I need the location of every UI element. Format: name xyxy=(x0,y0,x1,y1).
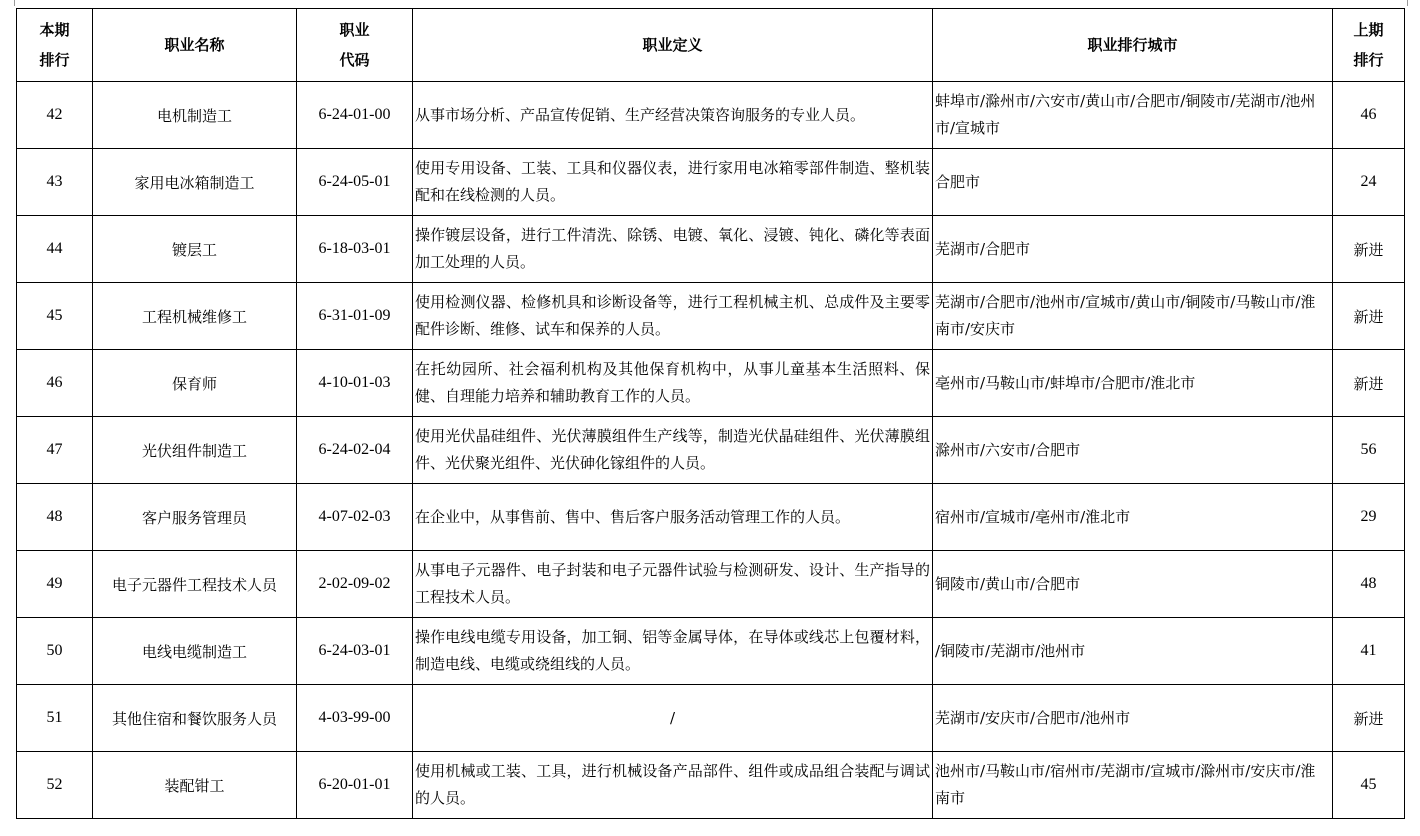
header-rank-current: 本期 排行 xyxy=(17,9,93,82)
table-header-row xyxy=(17,9,1405,82)
cell-job-cities: 滁州市/六安市/合肥市 xyxy=(933,417,1333,484)
cell-job-code: 6-24-01-00 xyxy=(297,82,413,149)
cell-job-name: 家用电冰箱制造工 xyxy=(93,149,297,216)
cell-job-definition: 使用检测仪器、检修机具和诊断设备等，进行工程机械主机、总成件及主要零配件诊断、维修、试车和保养的人员。 xyxy=(413,283,933,350)
cell-job-cities: 蚌埠市/滁州市/六安市/黄山市/合肥市/铜陵市/芜湖市/池州市/宣城市 xyxy=(933,82,1333,149)
cell-job-code: 6-18-03-01 xyxy=(297,216,413,283)
cell-job-definition: / xyxy=(413,685,933,752)
cell-rank-previous: 48 xyxy=(1333,551,1405,618)
cell-job-cities: 芜湖市/合肥市/池州市/宣城市/黄山市/铜陵市/马鞍山市/淮南市/安庆市 xyxy=(933,283,1333,350)
cell-job-code: 6-24-05-01 xyxy=(297,149,413,216)
table-row xyxy=(17,149,1405,216)
cell-rank-previous: 41 xyxy=(1333,618,1405,685)
cell-rank-previous: 56 xyxy=(1333,417,1405,484)
table-row xyxy=(17,350,1405,417)
cell-job-definition: 使用机械或工装、工具，进行机械设备产品部件、组件或成品组合装配与调试的人员。 xyxy=(413,752,933,819)
cell-rank-current: 43 xyxy=(17,149,93,216)
cell-job-cities: 铜陵市/黄山市/合肥市 xyxy=(933,551,1333,618)
cell-job-code: 4-07-02-03 xyxy=(297,484,413,551)
cell-job-cities: 芜湖市/安庆市/合肥市/池州市 xyxy=(933,685,1333,752)
cell-job-code: 4-03-99-00 xyxy=(297,685,413,752)
cell-rank-current: 50 xyxy=(17,618,93,685)
cell-job-code: 6-24-03-01 xyxy=(297,618,413,685)
cell-rank-current: 49 xyxy=(17,551,93,618)
cell-job-definition: 在企业中，从事售前、售中、售后客户服务活动管理工作的人员。 xyxy=(413,484,933,551)
header-job-name: 职业名称 xyxy=(93,9,297,82)
table-row xyxy=(17,551,1405,618)
cell-job-name: 电子元器件工程技术人员 xyxy=(93,551,297,618)
cell-job-name: 保育师 xyxy=(93,350,297,417)
cell-rank-current: 46 xyxy=(17,350,93,417)
cell-rank-current: 51 xyxy=(17,685,93,752)
header-job-definition: 职业定义 xyxy=(413,9,933,82)
cell-job-cities: /铜陵市/芜湖市/池州市 xyxy=(933,618,1333,685)
cell-rank-current: 52 xyxy=(17,752,93,819)
cell-job-definition: 操作电线电缆专用设备，加工铜、铝等金属导体，在导体或线芯上包覆材料，制造电线、电缆或绕组线的人员。 xyxy=(413,618,933,685)
cell-rank-previous: 29 xyxy=(1333,484,1405,551)
cell-job-name: 其他住宿和餐饮服务人员 xyxy=(93,685,297,752)
cell-job-code: 6-20-01-01 xyxy=(297,752,413,819)
cell-rank-current: 42 xyxy=(17,82,93,149)
cell-job-code: 6-31-01-09 xyxy=(297,283,413,350)
table-row xyxy=(17,216,1405,283)
cell-job-name: 电机制造工 xyxy=(93,82,297,149)
cell-rank-previous: 24 xyxy=(1333,149,1405,216)
cell-rank-previous: 新进 xyxy=(1333,685,1405,752)
cell-job-cities: 合肥市 xyxy=(933,149,1333,216)
table-row xyxy=(17,283,1405,350)
table-row xyxy=(17,685,1405,752)
cell-rank-current: 45 xyxy=(17,283,93,350)
cell-job-name: 工程机械维修工 xyxy=(93,283,297,350)
cell-job-cities: 芜湖市/合肥市 xyxy=(933,216,1333,283)
cell-job-cities: 宿州市/宣城市/亳州市/淮北市 xyxy=(933,484,1333,551)
cell-job-code: 2-02-09-02 xyxy=(297,551,413,618)
cell-job-cities: 池州市/马鞍山市/宿州市/芜湖市/宣城市/滁州市/安庆市/淮南市 xyxy=(933,752,1333,819)
header-job-cities: 职业排行城市 xyxy=(933,9,1333,82)
cell-rank-current: 47 xyxy=(17,417,93,484)
cell-job-code: 4-10-01-03 xyxy=(297,350,413,417)
table-row xyxy=(17,82,1405,149)
cell-job-definition: 使用专用设备、工装、工具和仪器仪表，进行家用电冰箱零部件制造、整机装配和在线检测的人员。 xyxy=(413,149,933,216)
cell-job-name: 镀层工 xyxy=(93,216,297,283)
cell-job-name: 客户服务管理员 xyxy=(93,484,297,551)
cell-job-definition: 在托幼园所、社会福利机构及其他保育机构中，从事儿童基本生活照料、保健、自理能力培养和辅助教育工作的人员。 xyxy=(413,350,933,417)
table-row xyxy=(17,417,1405,484)
cell-job-definition: 操作镀层设备，进行工件清洗、除锈、电镀、氧化、浸镀、钝化、磷化等表面加工处理的人员。 xyxy=(413,216,933,283)
cell-rank-previous: 新进 xyxy=(1333,283,1405,350)
cell-rank-previous: 新进 xyxy=(1333,350,1405,417)
header-rank-previous: 上期 排行 xyxy=(1333,9,1405,82)
cell-rank-previous: 45 xyxy=(1333,752,1405,819)
cell-rank-current: 44 xyxy=(17,216,93,283)
cell-job-code: 6-24-02-04 xyxy=(297,417,413,484)
cell-job-name: 装配钳工 xyxy=(93,752,297,819)
table-row xyxy=(17,618,1405,685)
cell-rank-previous: 46 xyxy=(1333,82,1405,149)
cell-job-definition: 从事电子元器件、电子封装和电子元器件试验与检测研发、设计、生产指导的工程技术人员。 xyxy=(413,551,933,618)
cell-job-definition: 使用光伏晶硅组件、光伏薄膜组件生产线等，制造光伏晶硅组件、光伏薄膜组件、光伏聚光组件、光伏砷化镓组件的人员。 xyxy=(413,417,933,484)
cell-job-name: 电线电缆制造工 xyxy=(93,618,297,685)
cell-rank-previous: 新进 xyxy=(1333,216,1405,283)
table-row xyxy=(17,752,1405,819)
page-frame-top xyxy=(14,0,1408,6)
cell-rank-current: 48 xyxy=(17,484,93,551)
header-job-code: 职业 代码 xyxy=(297,9,413,82)
table-row xyxy=(17,484,1405,551)
cell-job-cities: 亳州市/马鞍山市/蚌埠市/合肥市/淮北市 xyxy=(933,350,1333,417)
occupation-ranking-table xyxy=(16,8,1405,819)
cell-job-definition: 从事市场分析、产品宣传促销、生产经营决策咨询服务的专业人员。 xyxy=(413,82,933,149)
cell-job-name: 光伏组件制造工 xyxy=(93,417,297,484)
